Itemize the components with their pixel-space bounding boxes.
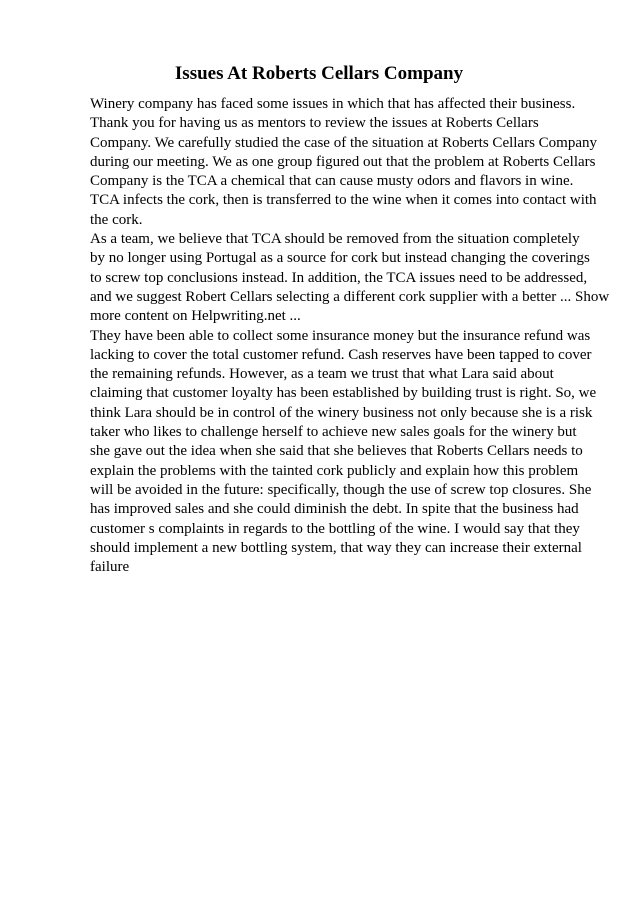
body-line: taker who likes to challenge herself to achieve new sales goals for the winery but — [90, 424, 577, 441]
body-line: explain the problems with the tainted cork publicly and explain how this problem — [90, 462, 579, 479]
body-line: Thank you for having us as mentors to review the issues at Roberts Cellars — [90, 115, 539, 132]
body-line: has improved sales and she could diminish the debt. In spite that the business had — [90, 501, 579, 518]
body-line: Winery company has faced some issues in which that has affected their business. — [90, 96, 576, 112]
body-line: will be avoided in the future: specifically, though the use of screw top closures. She — [90, 481, 592, 498]
body-line: customer s complaints in regards to the bottling of the wine. I would say that they — [90, 520, 580, 537]
body-line: claiming that customer loyalty has been established by building trust is right. So, we — [90, 385, 597, 402]
body-line: the cork. — [90, 211, 143, 228]
document-title: Issues At Roberts Cellars Company — [174, 63, 464, 84]
body-line: lacking to cover the total customer refund. Cash reserves have been tapped to cover — [90, 346, 592, 363]
body-line: by no longer using Portugal as a source for cork but instead changing the coverings — [90, 250, 590, 267]
body-line: she gave out the idea when she said that she believes that Roberts Cellars needs to — [90, 443, 583, 460]
document-body — [90, 95, 610, 577]
body-line: and we suggest Robert Cellars selecting a different cork supplier with a better ... Show — [90, 288, 610, 305]
body-line: during our meeting. We as one group figured out that the problem at Roberts Cellars — [90, 153, 596, 170]
body-line: think Lara should be in control of the winery business not only because she is a risk — [90, 404, 593, 421]
body-line: Company. We carefully studied the case of the situation at Roberts Cellars Company — [90, 134, 598, 151]
body-line: the remaining refunds. However, as a team we trust that what Lara said about — [90, 366, 554, 383]
body-line: failure — [90, 559, 130, 576]
body-line: TCA infects the cork, then is transferred to the wine when it comes into contact with — [90, 192, 597, 209]
body-line: more content on Helpwriting.net ... — [90, 308, 301, 325]
body-line: should implement a new bottling system, that way they can increase their external — [90, 539, 582, 556]
body-line: As a team, we believe that TCA should be removed from the situation completely — [90, 231, 580, 248]
body-line: to screw top conclusions instead. In addition, the TCA issues need to be addressed, — [90, 269, 588, 286]
body-line: They have been able to collect some insurance money but the insurance refund was — [90, 327, 591, 344]
body-line: Company is the TCA a chemical that can cause musty odors and flavors in wine. — [90, 173, 574, 190]
